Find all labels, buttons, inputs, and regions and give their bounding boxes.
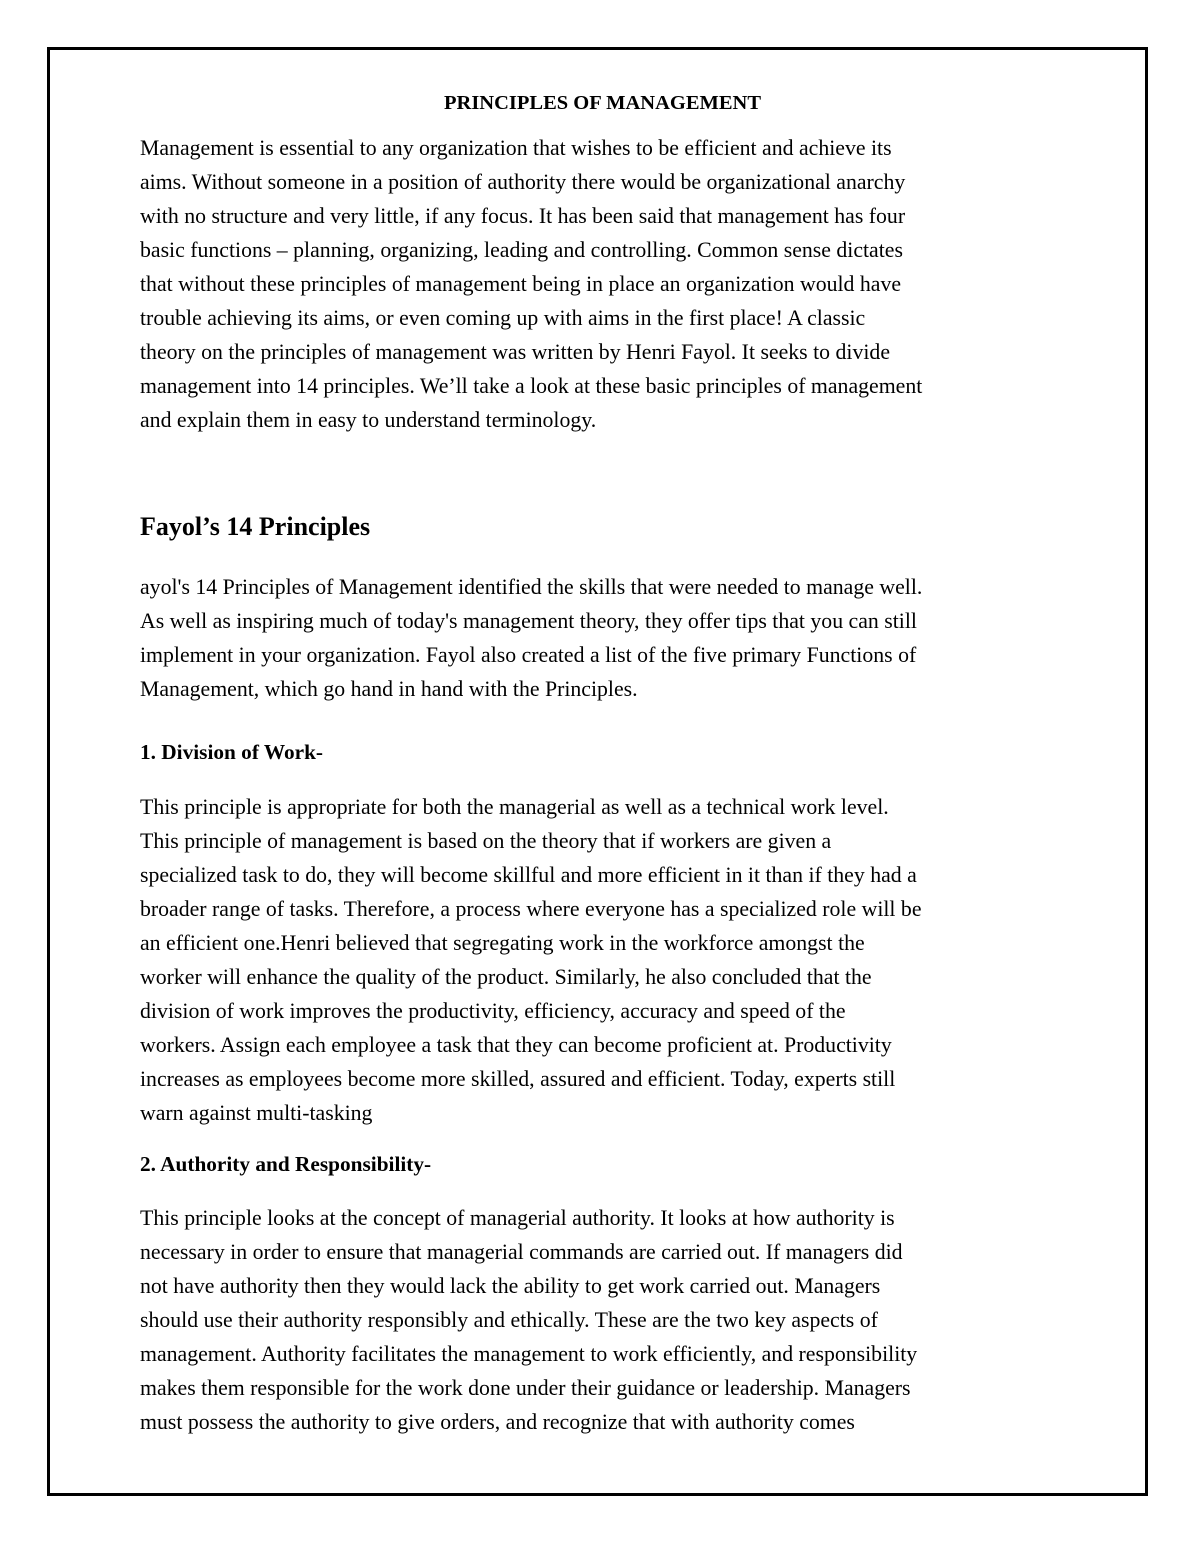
authority-responsibility-paragraph	[140, 1201, 1065, 1439]
division-of-work-line: warn against multi-tasking	[140, 1101, 373, 1125]
division-of-work-line: workers. Assign each employee a task that they can become proficient at. Productivity	[140, 1033, 892, 1057]
intro-paragraph	[140, 131, 1065, 437]
document-title: PRINCIPLES OF MANAGEMENT	[444, 92, 761, 114]
authority-responsibility-heading: 2. Authority and Responsibility-	[140, 1152, 432, 1176]
fayol-paragraph	[140, 570, 1065, 706]
authority-responsibility-line: This principle looks at the concept of managerial authority. It looks at how authority is	[140, 1206, 895, 1230]
division-of-work-paragraph	[140, 790, 1065, 1130]
intro-line: and explain them in easy to understand terminology.	[140, 408, 597, 432]
authority-responsibility-line: management. Authority facilitates the management to work efficiently, and responsibility	[140, 1342, 918, 1366]
division-of-work-line: specialized task to do, they will become skillful and more efficient in it than if they had a	[140, 863, 917, 887]
division-of-work-line: increases as employees become more skilled, assured and efficient. Today, experts still	[140, 1067, 896, 1091]
authority-responsibility-line: makes them responsible for the work done under their guidance or leadership. Managers	[140, 1376, 911, 1400]
fayol-principles-heading: Fayol’s 14 Principles	[140, 512, 371, 541]
authority-responsibility-line: should use their authority responsibly and ethically. These are the two key aspects of	[140, 1308, 878, 1332]
intro-line: theory on the principles of management was written by Henri Fayol. It seeks to divide	[140, 340, 890, 364]
authority-responsibility-line: necessary in order to ensure that managerial commands are carried out. If managers did	[140, 1240, 903, 1264]
division-of-work-line: This principle of management is based on the theory that if workers are given a	[140, 829, 832, 853]
division-of-work-line: an efficient one.Henri believed that segregating work in the workforce amongst the	[140, 931, 865, 955]
authority-responsibility-line: not have authority then they would lack the ability to get work carried out. Managers	[140, 1274, 881, 1298]
document-body	[140, 86, 1065, 1439]
division-of-work-line: worker will enhance the quality of the product. Similarly, he also concluded that the	[140, 965, 872, 989]
intro-line: aims. Without someone in a position of authority there would be organizational anarchy	[140, 170, 906, 194]
fayol-line: implement in your organization. Fayol also created a list of the five primary Functions of	[140, 643, 917, 667]
intro-line: management into 14 principles. We’ll take a look at these basic principles of management	[140, 374, 923, 398]
intro-line: that without these principles of management being in place an organization would have	[140, 272, 902, 296]
fayol-line: Management, which go hand in hand with the Principles.	[140, 677, 638, 701]
intro-line: with no structure and very little, if any focus. It has been said that management has four	[140, 204, 906, 228]
division-of-work-heading: 1. Division of Work-	[140, 740, 324, 764]
intro-line: Management is essential to any organization that wishes to be efficient and achieve its	[140, 136, 892, 160]
division-of-work-line: broader range of tasks. Therefore, a process where everyone has a specialized role will be	[140, 897, 922, 921]
division-of-work-line: This principle is appropriate for both the managerial as well as a technical work level.	[140, 795, 889, 819]
authority-responsibility-line: must possess the authority to give orders, and recognize that with authority comes	[140, 1410, 855, 1434]
division-of-work-line: division of work improves the productivity, efficiency, accuracy and speed of the	[140, 999, 846, 1023]
intro-line: trouble achieving its aims, or even coming up with aims in the first place! A classic	[140, 306, 866, 330]
intro-line: basic functions – planning, organizing, leading and controlling. Common sense dictates	[140, 238, 903, 262]
fayol-line: ayol's 14 Principles of Management identified the skills that were needed to manage well.	[140, 575, 923, 599]
fayol-line: As well as inspiring much of today's management theory, they offer tips that you can still	[140, 609, 917, 633]
